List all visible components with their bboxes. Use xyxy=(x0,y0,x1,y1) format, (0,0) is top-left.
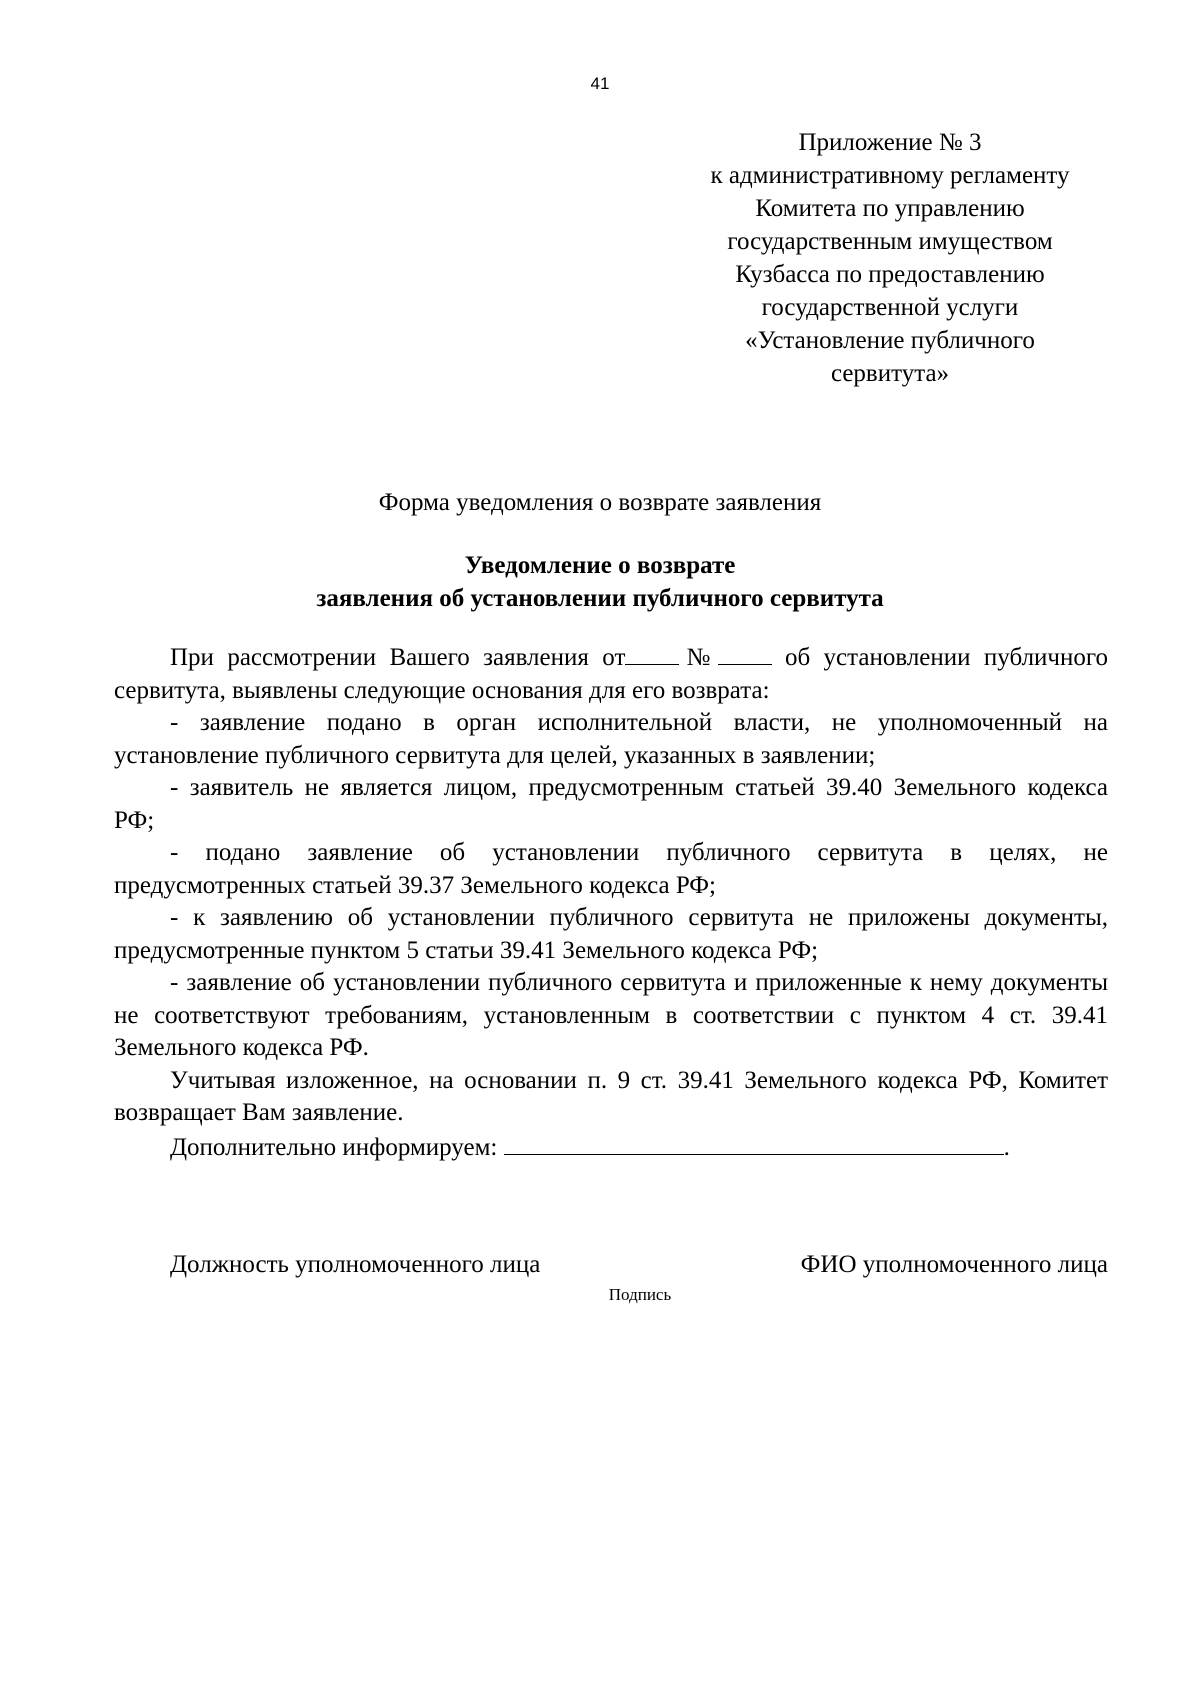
name-label: ФИО уполномоченного лица xyxy=(800,1251,1108,1278)
notice-heading-line-2: заявления об установлении публичного сервитута xyxy=(316,585,884,612)
intro-text: При рассмотрении Вашего заявления от xyxy=(170,644,626,671)
appendix-line: государственной услуги xyxy=(761,294,1019,321)
number-sign: № xyxy=(679,644,718,671)
appendix-line: Приложение № 3 xyxy=(798,129,982,156)
notice-body xyxy=(114,640,1108,1164)
appendix-line: «Установление публичного xyxy=(745,327,1035,354)
intro-text-continued: об установлении публичного сервитута, выявлены следующие основания для его возврата: xyxy=(114,644,1109,704)
date-blank xyxy=(625,640,679,665)
appendix-reference xyxy=(660,126,1120,390)
reason-item: - заявление подано в орган исполнительной власти, не уполномоченный на установление публичного сервитута для целей, указанных в заявлении; xyxy=(114,709,1108,769)
appendix-line: к административному регламенту xyxy=(710,162,1070,189)
number-blank xyxy=(718,640,772,665)
additional-info-blank xyxy=(504,1130,1004,1155)
signature-caption: Подпись xyxy=(608,1285,672,1304)
reason-item: - заявление об установлении публичного сервитута и приложенные к нему документы не соответствуют требованиям, установленным в соответствии с пунктом 4 ст. 39.41 Земельного кодекса РФ. xyxy=(114,969,1108,1061)
form-title: Форма уведомления о возврате заявления xyxy=(378,489,822,516)
page-number: 41 xyxy=(590,74,610,93)
appendix-line: Кузбасса по предоставлению xyxy=(735,261,1045,288)
appendix-line: сервитута» xyxy=(830,360,950,387)
conclusion-paragraph: Учитывая изложенное, на основании п. 9 ст. 39.41 Земельного кодекса РФ, Комитет возвращает Вам заявление. xyxy=(114,1066,1108,1126)
reason-item: - подано заявление об установлении публичного сервитута в целях, не предусмотренных статьей 39.37 Земельного кодекса РФ; xyxy=(114,839,1108,899)
position-label: Должность уполномоченного лица xyxy=(170,1251,541,1278)
appendix-line: государственным имуществом xyxy=(727,228,1053,255)
additional-info-paragraph xyxy=(114,1130,1108,1165)
appendix-line: Комитета по управлению xyxy=(755,195,1025,222)
reason-item: - заявитель не является лицом, предусмотренным статьей 39.40 Земельного кодекса РФ; xyxy=(114,774,1108,834)
notice-heading xyxy=(0,549,1200,615)
additional-info-label: Дополнительно информируем: xyxy=(170,1133,498,1161)
reason-item: - к заявлению об установлении публичного сервитута не приложены документы, предусмотренные пунктом 5 статьи 39.41 Земельного кодекса РФ; xyxy=(114,904,1108,964)
intro-paragraph xyxy=(114,640,1108,707)
notice-heading-line-1: Уведомление о возврате xyxy=(464,552,736,579)
additional-info-end: . xyxy=(1003,1133,1010,1161)
